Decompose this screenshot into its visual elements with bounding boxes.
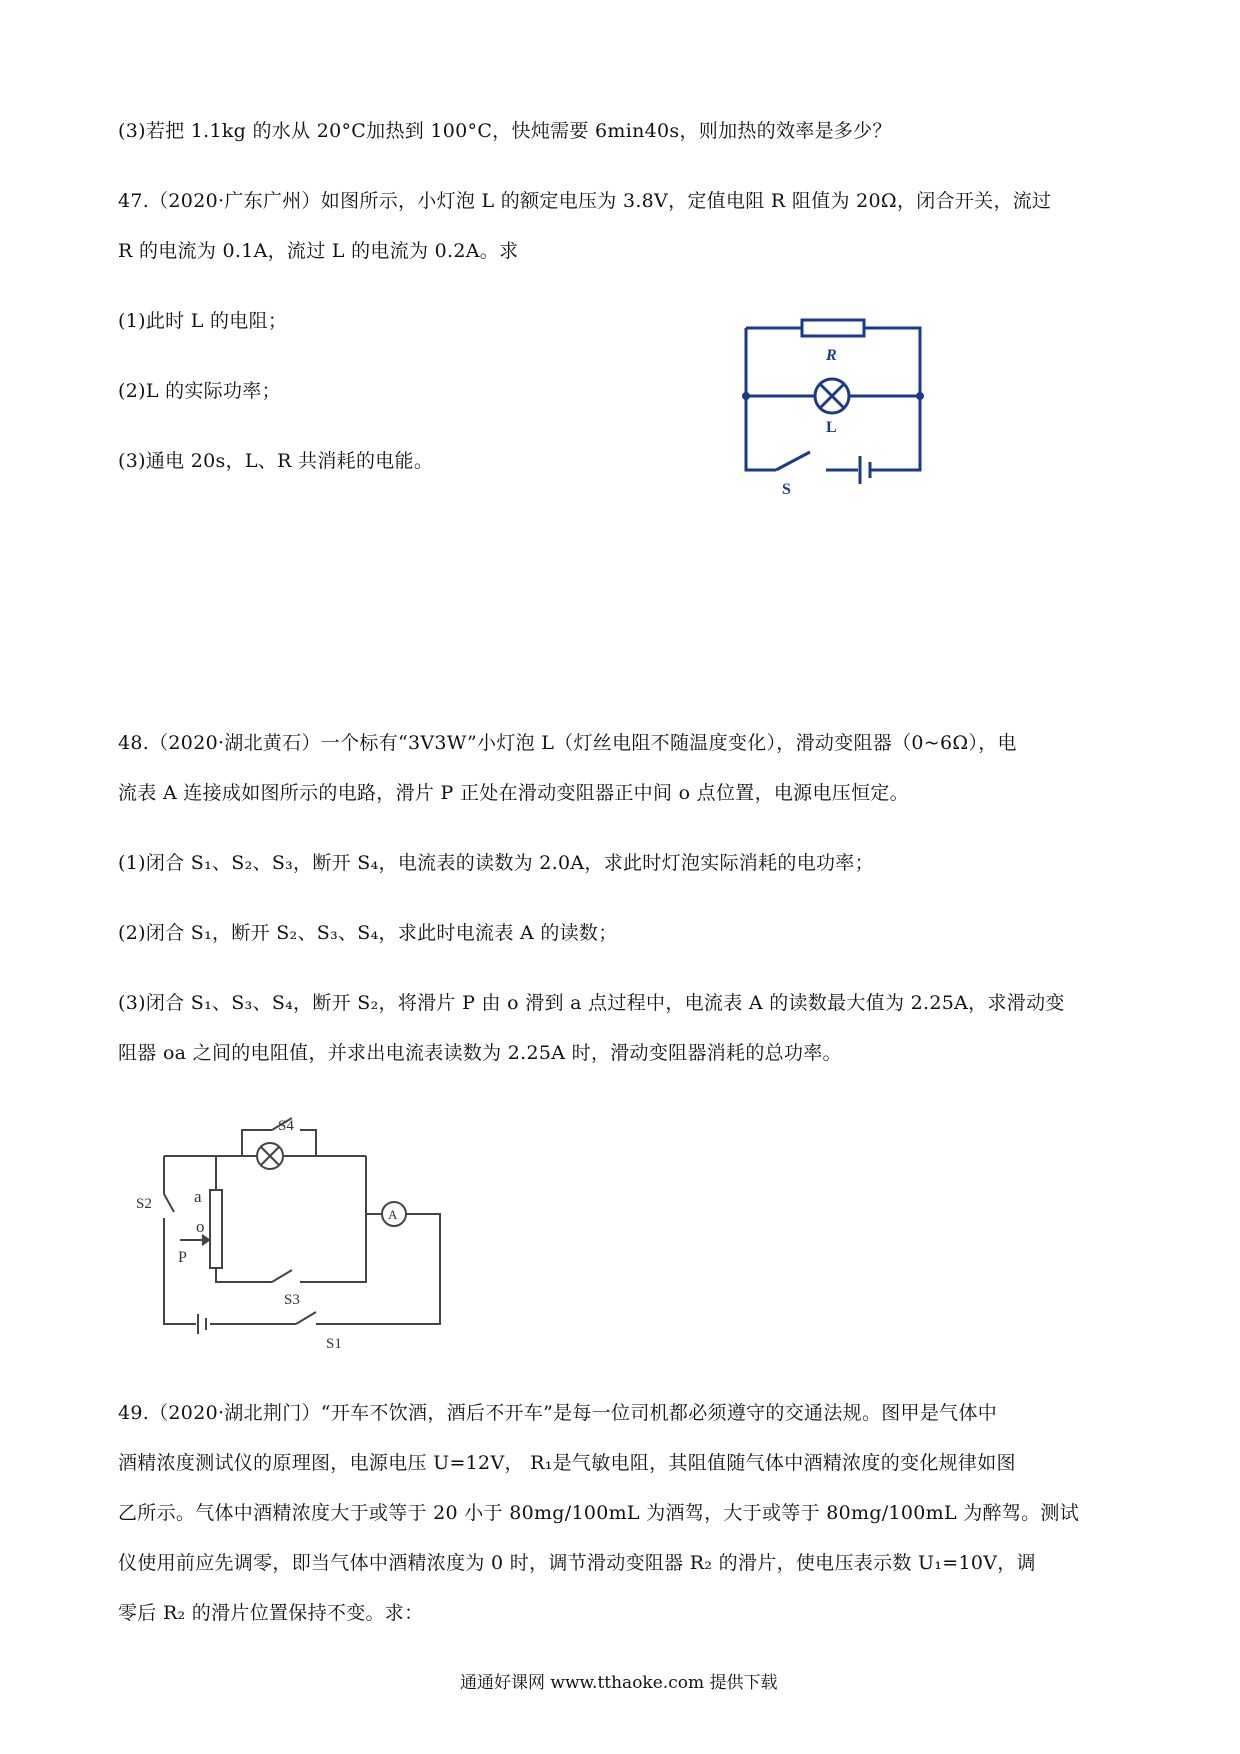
q47-circuit-diagram bbox=[730, 318, 930, 498]
rheostat bbox=[210, 1190, 222, 1268]
q48-part1: (1)闭合 S₁、S₂、S₃，断开 S₄，电流表的读数为 2.0A，求此时灯泡实际消耗的电功率； bbox=[118, 852, 874, 874]
q49-stem-line3: 乙所示。气体中酒精浓度大于或等于 20 小于 80mg/100mL 为酒驾，大于或等于 80mg/100mL 为醉驾。测试 bbox=[118, 1502, 1080, 1524]
switch-S bbox=[776, 452, 810, 470]
q46-part3: (3)若把 1.1kg 的水从 20°C加热到 100°C，快炖需要 6min40s，则加热的效率是多少？ bbox=[118, 120, 892, 142]
label-S1: S1 bbox=[326, 1336, 342, 1352]
label-a: a bbox=[194, 1187, 202, 1206]
q47-part3: (3)通电 20s，L、R 共消耗的电能。 bbox=[118, 450, 434, 472]
switch-S2 bbox=[164, 1194, 174, 1212]
q49-stem-line2: 酒精浓度测试仪的原理图，电源电压 U=12V， R₁是气敏电阻，其阻值随气体中酒精浓度的变化规律如图 bbox=[118, 1452, 1016, 1474]
resistor-R bbox=[802, 320, 864, 336]
q47-part1: (1)此时 L 的电阻； bbox=[118, 310, 288, 332]
label-S4: S4 bbox=[278, 1118, 294, 1134]
label-P: P bbox=[178, 1249, 187, 1266]
label-S3: S3 bbox=[284, 1292, 300, 1308]
switch-S1 bbox=[296, 1312, 316, 1324]
q49-stem-line1: 49.（2020·湖北荆门）“开车不饮酒，酒后不开车”是每一位司机都必须遵守的交通法规。图甲是气体中 bbox=[118, 1402, 998, 1424]
q47-part2: (2)L 的实际功率； bbox=[118, 380, 281, 402]
label-L: L bbox=[826, 419, 837, 436]
label-o: o bbox=[196, 1217, 205, 1236]
switch-S3 bbox=[272, 1270, 292, 1282]
q48-part3-line2: 阻器 oa 之间的电阻值，并求出电流表读数为 2.25A 时，滑动变阻器消耗的总功率。 bbox=[118, 1042, 842, 1064]
q47-stem-line1: 47.（2020·广东广州）如图所示，小灯泡 L 的额定电压为 3.8V，定值电阻 R 阻值为 20Ω，闭合开关，流过 bbox=[118, 190, 1052, 212]
q48-stem-line2: 流表 A 连接成如图所示的电路，滑片 P 正处在滑动变阻器正中间 o 点位置，电源电压恒定。 bbox=[118, 782, 909, 804]
q48-part2: (2)闭合 S₁，断开 S₂、S₃、S₄，求此时电流表 A 的读数； bbox=[118, 922, 618, 944]
q48-stem-line1: 48.（2020·湖北黄石）一个标有“3V3W”小灯泡 L（灯丝电阻不随温度变化），滑动变阻器（0~6Ω），电 bbox=[118, 732, 1017, 754]
q48-circuit-diagram bbox=[120, 1106, 470, 1356]
q48-part3-line1: (3)闭合 S₁、S₃、S₄，断开 S₂，将滑片 P 由 o 滑到 a 点过程中，电流表 A 的读数最大值为 2.25A，求滑动变 bbox=[118, 992, 1065, 1014]
q49-stem-line5: 零后 R₂ 的滑片位置保持不变。求： bbox=[118, 1602, 424, 1624]
q49-stem-line4: 仪使用前应先调零，即当气体中酒精浓度为 0 时，调节滑动变阻器 R₂ 的滑片，使电压表示数 U₁=10V，调 bbox=[118, 1552, 1036, 1574]
page-footer: 通通好课网 www.tthaoke.com 提供下载 bbox=[460, 1673, 778, 1693]
label-S: S bbox=[782, 481, 791, 498]
label-A: A bbox=[388, 1207, 398, 1222]
label-R: R bbox=[826, 347, 837, 364]
label-S2: S2 bbox=[136, 1196, 152, 1212]
q47-stem-line2: R 的电流为 0.1A，流过 L 的电流为 0.2A。求 bbox=[118, 240, 519, 262]
